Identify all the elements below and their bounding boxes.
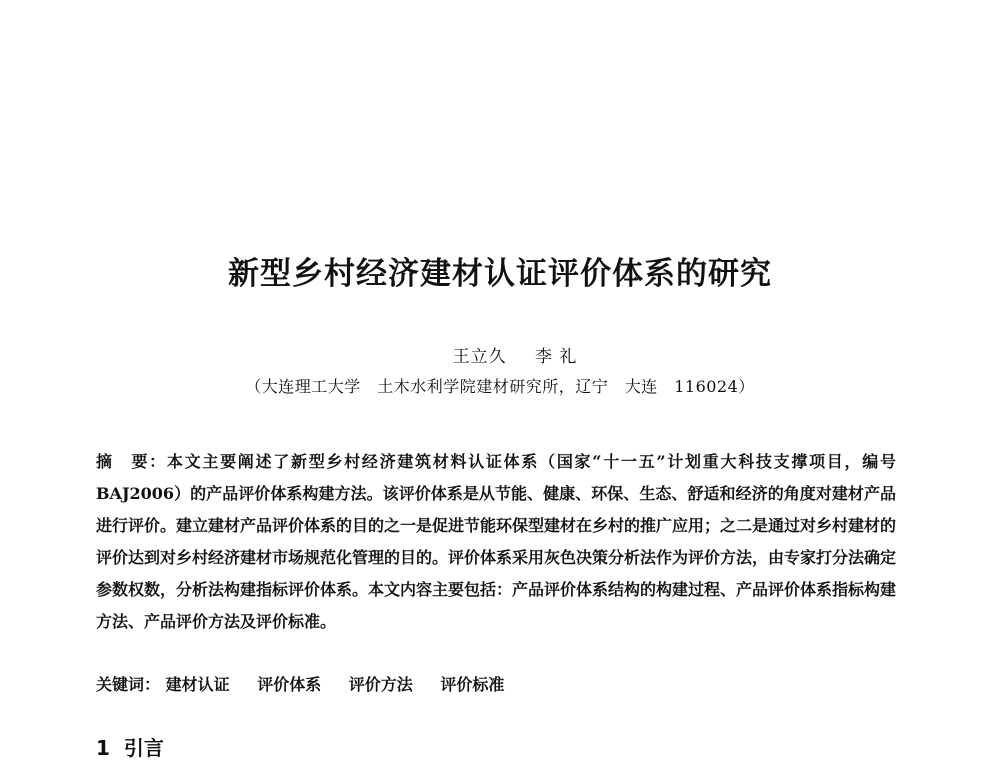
paper-title: 新型乡村经济建材认证评价体系的研究: [228, 256, 772, 292]
author-name: 王立久: [452, 347, 507, 367]
keywords-label: 关键词：: [96, 675, 161, 694]
section-title: 引言: [123, 736, 164, 760]
abstract-label: 摘 要：: [96, 452, 167, 471]
abstract-text: 本文主要阐述了新型乡村经济建筑材料认证体系（国家“十一五”计划重大科技支撑项目，编号BAJ2006）的产品评价体系构建方法。该评价体系是从节能、健康、环保、生态、舒适和经济的角度对建材产品进行评价。建立建材产品评价体系的目的之一是促进节能环保型建材在乡村的推广应用；之二是通过对乡村建材的评价达到对乡村经济建材市场规范化管理的目的。评价体系采用灰色决策分析法作为评价方法，由专家打分法确定参数权数，分析法构建指标评价体系。本文内容主要包括：产品评价体系结构的构建过程、产品评价体系指标构建方法、产品评价方法及评价标准。: [96, 452, 897, 631]
section-heading: [96, 732, 164, 761]
keyword: 评价体系: [257, 675, 322, 694]
section-number: 1: [96, 736, 110, 760]
author-list: [0, 342, 1000, 367]
affiliation: （大连理工大学 土木水利学院建材研究所，辽宁 大连 116024）: [245, 377, 755, 396]
keyword: 评价方法: [348, 675, 413, 694]
abstract: [96, 446, 896, 638]
keyword: 建材认证: [165, 675, 230, 694]
keyword: 评价标准: [440, 675, 505, 694]
author-name: 李 礼: [535, 347, 578, 367]
keywords: [96, 672, 896, 695]
